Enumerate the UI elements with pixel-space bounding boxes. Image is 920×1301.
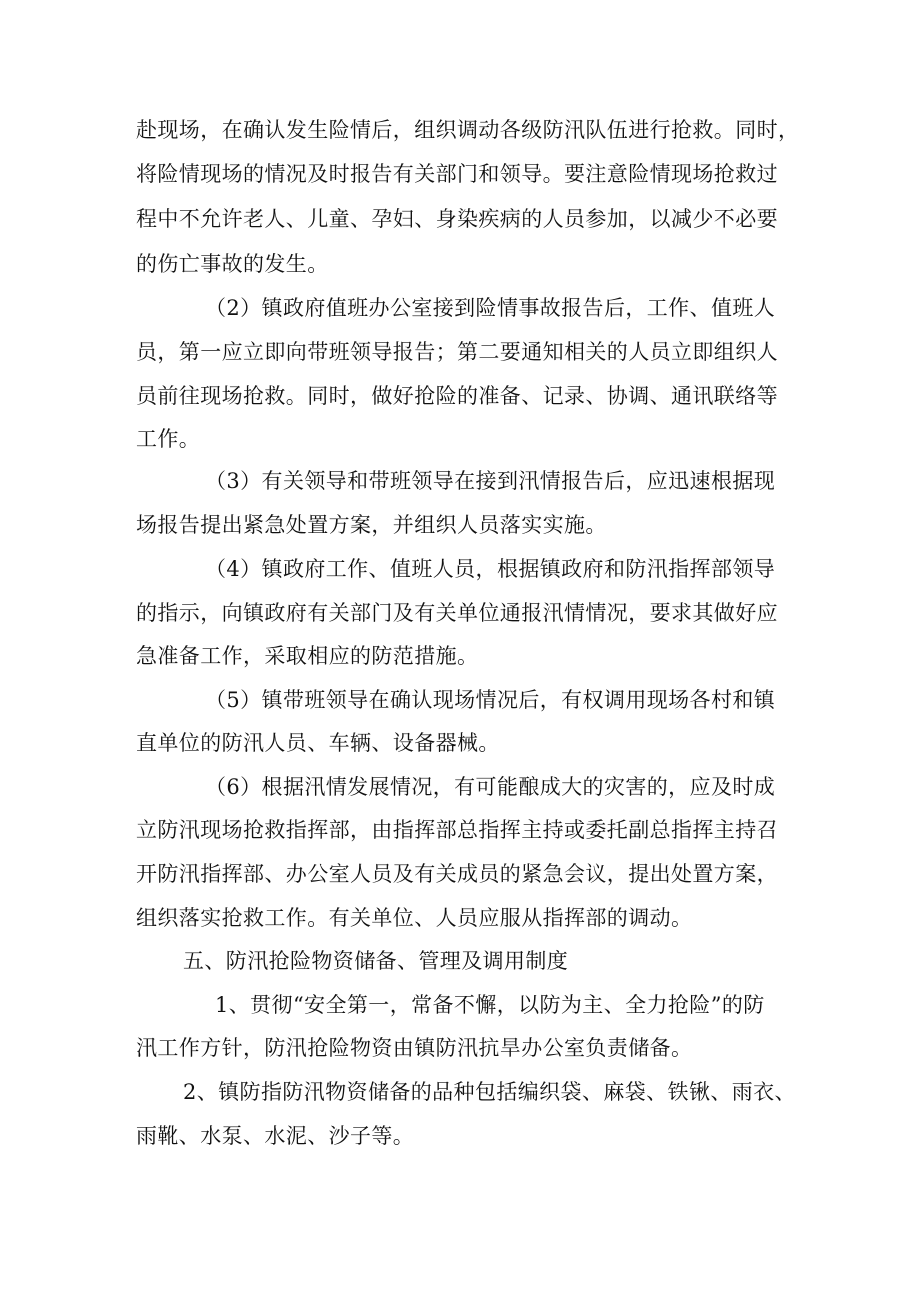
paragraph-line: 汛工作方针，防汛抢险物资由镇防汛抗旱办公室负责储备。	[136, 1036, 693, 1060]
section-heading: 五、防汛抢险物资储备、管理及调用制度	[183, 949, 569, 973]
paragraph-line: （6）根据汛情发展情况，有可能酿成大的灾害的，应及时成	[205, 775, 776, 799]
paragraph-line: 直单位的防汛人员、车辆、设备器械。	[136, 731, 500, 755]
paragraph-line: 的指示，向镇政府有关部门及有关单位通报汛情情况，要求其做好应	[136, 601, 778, 625]
paragraph-line: （2）镇政府值班办公室接到险情事故报告后，工作、值班人	[205, 296, 776, 320]
paragraph-line: 赴现场，在确认发生险情后，组织调动各级防汛队伍进行抢救。同时，	[136, 118, 800, 142]
paragraph-line: 雨靴、水泵、水泥、沙子等。	[136, 1124, 415, 1148]
paragraph-line: 场报告提出紧急处置方案，并组织人员落实实施。	[136, 513, 607, 537]
paragraph-line: 工作。	[136, 427, 201, 451]
paragraph-line: 的伤亡事故的发生。	[136, 252, 329, 276]
paragraph-line: 组织落实抢救工作。有关单位、人员应服从指挥部的调动。	[136, 906, 693, 930]
paragraph-line: 1、贯彻“安全第一，常备不懈，以防为主、全力抢险”的防	[215, 993, 765, 1017]
paragraph-line: 程中不允许老人、儿童、孕妇、身染疾病的人员参加，以减少不必要	[136, 207, 778, 231]
paragraph-line: （5）镇带班领导在确认现场情况后，有权调用现场各村和镇	[205, 688, 776, 712]
paragraph-line: 急准备工作，采取相应的防范措施。	[136, 644, 479, 668]
paragraph-line: 开防汛指挥部、办公室人员及有关成员的紧急会议，提出处置方案，	[136, 862, 778, 886]
paragraph-line: 立防汛现场抢救指挥部，由指挥部总指挥主持或委托副总指挥主持召	[136, 818, 778, 842]
paragraph-line: （4）镇政府工作、值班人员，根据镇政府和防汛指挥部领导	[205, 557, 776, 581]
paragraph-line: 将险情现场的情况及时报告有关部门和领导。要注意险情现场抢救过	[136, 162, 778, 186]
paragraph-line: 2、镇防指防汛物资储备的品种包括编织袋、麻袋、铁锹、雨衣、	[183, 1080, 796, 1104]
paragraph-line: 员，第一应立即向带班领导报告；第二要通知相关的人员立即组织人	[136, 340, 778, 364]
paragraph-line: 员前往现场抢救。同时，做好抢险的准备、记录、协调、通讯联络等	[136, 384, 778, 408]
paragraph-line: （3）有关领导和带班领导在接到汛情报告后，应迅速根据现	[205, 469, 776, 493]
